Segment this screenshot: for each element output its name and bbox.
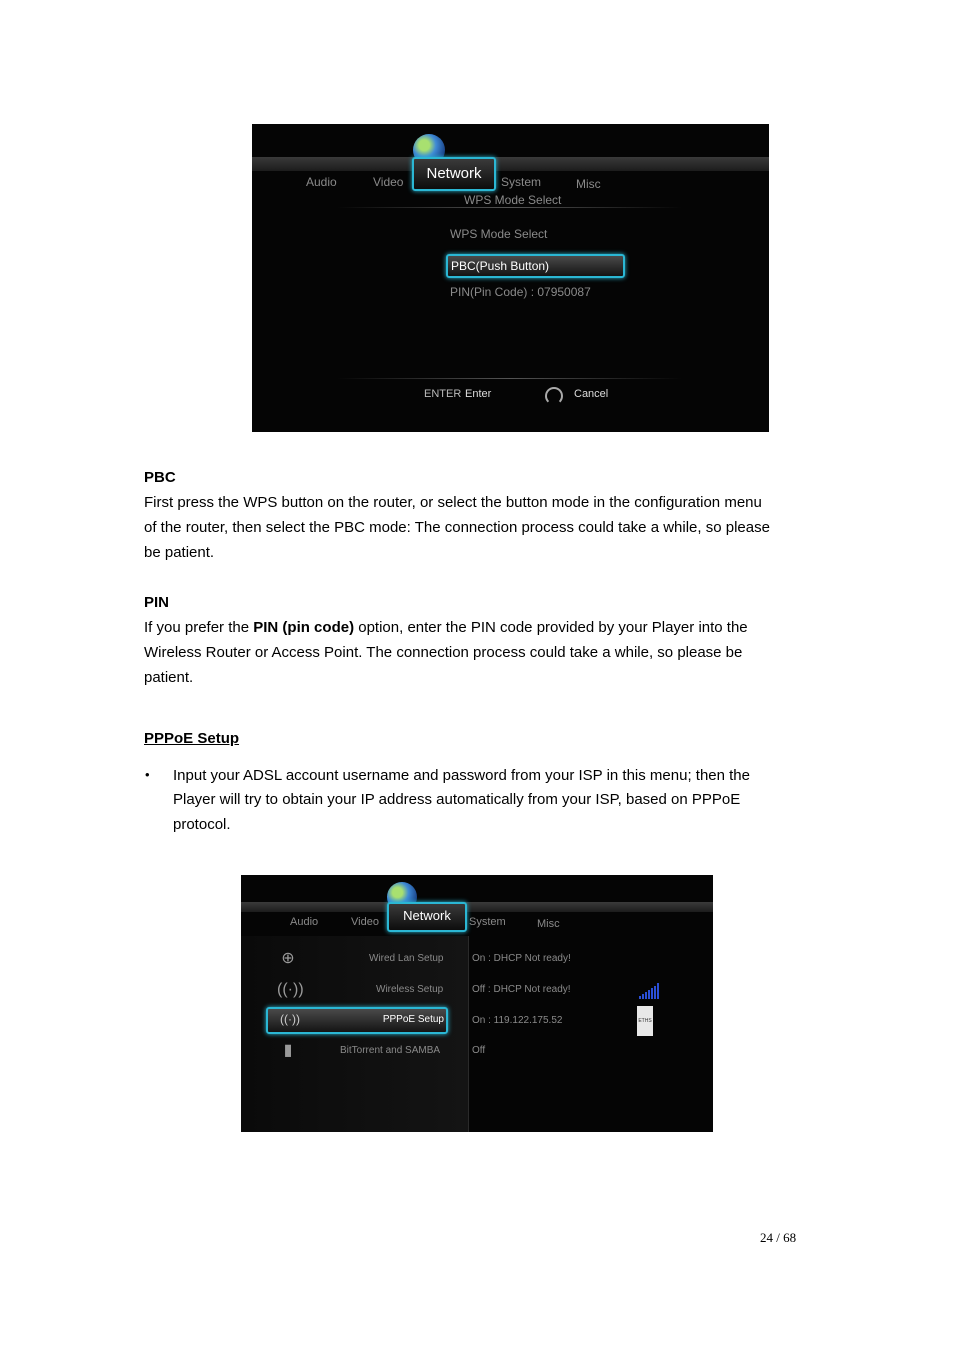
pppoe-icon: ((·)) [280,1012,300,1026]
tab-misc[interactable]: Misc [576,177,601,191]
tab-audio[interactable]: Audio [306,175,337,189]
headset-icon [545,387,563,405]
status-bittorrent-samba: Off [472,1045,486,1056]
tab-network-label: Network [426,165,482,182]
tab-system[interactable]: System [501,175,542,189]
wired-lan-icon: ⊕ [281,950,295,967]
option-pbc[interactable] [446,254,625,278]
bittorrent-icon: ▮ [283,1042,293,1059]
tab-system-2[interactable]: System [469,916,506,928]
item-wireless[interactable]: Wireless Setup [376,984,444,995]
pin-line-1-pre: If you prefer the [144,619,254,636]
enter-button[interactable]: Enter [465,388,492,400]
pppoe-line-2: Player will try to obtain your IP address automatically from your ISP, based on PPPoE [173,791,741,808]
pin-line-1 [144,615,748,640]
pppoe-line-3: protocol. [173,816,231,833]
ethernet-chip-icon: ETHS [637,1006,653,1036]
tab-video[interactable]: Video [373,175,404,189]
enter-key-label: ENTER [424,388,462,400]
tab-video-2[interactable]: Video [351,916,379,928]
status-pppoe: On : 119.122.175.52 [472,1015,563,1026]
tab-misc-2[interactable]: Misc [537,918,560,930]
option-pin[interactable]: PIN(Pin Code) : 07950087 [450,285,591,299]
wps-heading: WPS Mode Select [450,227,548,241]
pin-line-1-post: option, enter the PIN code provided by your Player into the [354,619,748,636]
pppoe-line-1: Input your ADSL account username and password from your ISP in this menu; then the [173,767,750,784]
pbc-heading: PBC [144,469,176,486]
footer-divider [337,378,682,379]
item-pppoe-label: PPPoE Setup [382,1014,444,1025]
screenshot-wps-mode-select [252,124,769,432]
item-pppoe-selected[interactable] [266,1007,448,1034]
signal-strength-icon [639,981,661,999]
tab-network[interactable] [412,157,496,191]
tab-network-2[interactable] [387,902,467,932]
subtitle: WPS Mode Select [464,193,562,207]
cancel-button[interactable]: Cancel [574,388,609,400]
pbc-line-2: of the router, then select the PBC mode: The connection process could take a while, so please [144,519,770,536]
item-wired-lan[interactable]: Wired Lan Setup [369,953,444,964]
pbc-line-3: be patient. [144,544,215,561]
divider [337,207,682,208]
pin-line-2: Wireless Router or Access Point. The connection process could take a while, so please be [144,644,743,661]
pin-line-1-bold: PIN (pin code) [253,619,355,636]
status-wired-lan: On : DHCP Not ready! [472,953,571,964]
tab-network-2-label: Network [403,908,451,923]
pin-line-3: patient. [144,669,194,686]
wireless-icon: ((·)) [277,981,304,998]
item-bittorrent-samba[interactable]: BitTorrent and SAMBA [340,1045,441,1056]
settings-sidebar [241,936,469,1132]
page-number: 24 / 68 [760,1230,797,1245]
status-wireless: Off : DHCP Not ready! [472,984,571,995]
pppoe-heading: PPPoE Setup [144,730,240,747]
menu-band [252,157,769,171]
screenshot-network-setup [241,875,713,1132]
pin-heading: PIN [144,594,170,611]
tab-audio-2[interactable]: Audio [290,916,319,928]
pbc-line-1: First press the WPS button on the router, or select the button mode in the configuration menu [144,494,762,511]
option-pbc-label: PBC(Push Button) [451,259,550,273]
menu-band-2 [241,902,713,912]
bullet: • [145,767,150,782]
